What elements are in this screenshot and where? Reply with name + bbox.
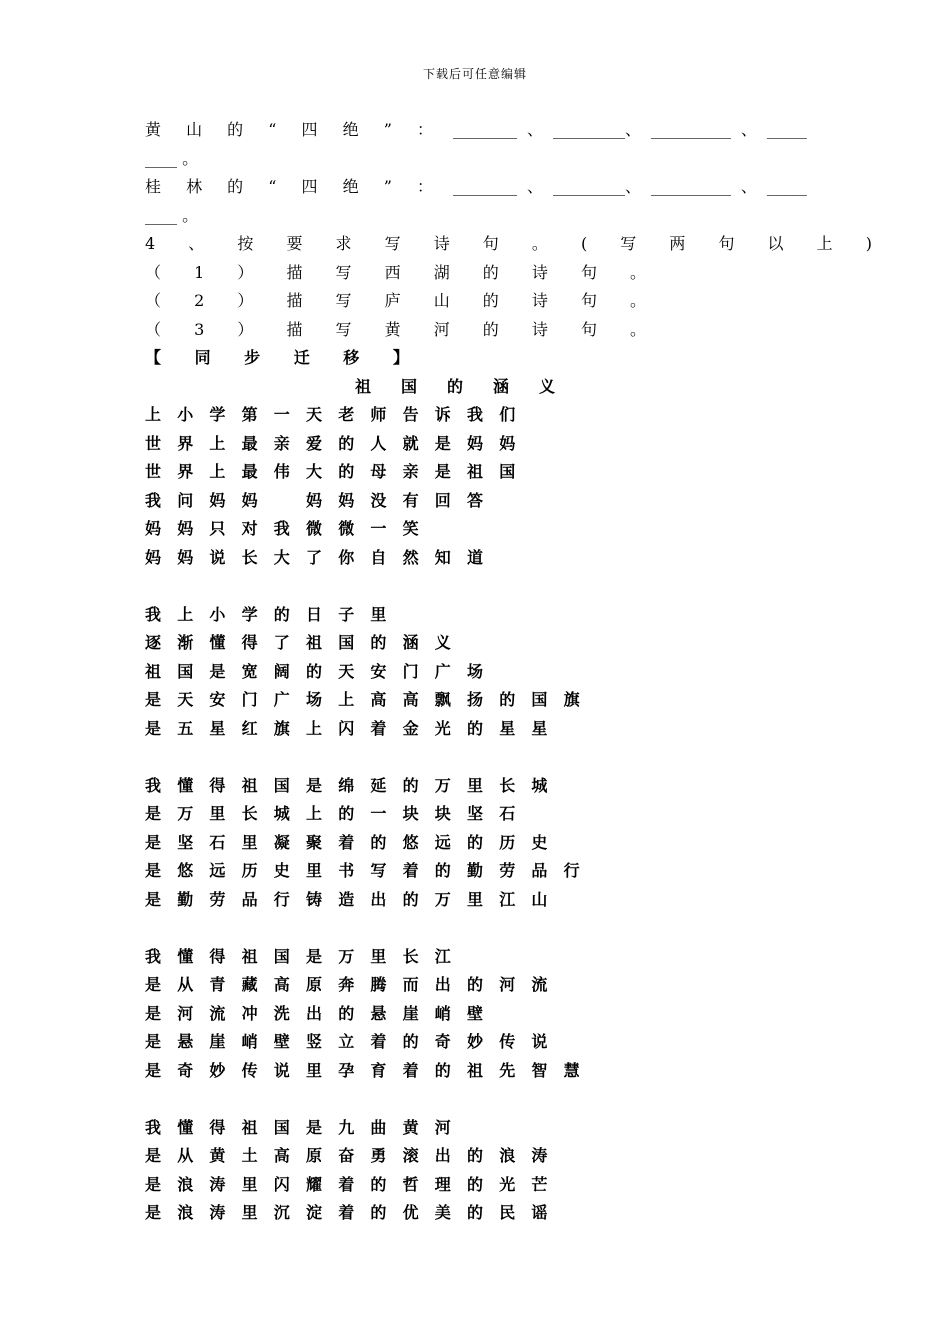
poem-line: 妈妈说长大了你自然知道: [145, 547, 500, 567]
separator: 、: [740, 120, 757, 139]
poem-line: 是天安门广场上高高飘扬的国旗: [145, 690, 596, 709]
guilin-continuation: ____ 。: [145, 205, 199, 225]
blank-1: ________: [452, 120, 517, 139]
poem-stanza-3: [145, 772, 810, 915]
poem-line: 是奇妙传说里孕育着的祖先智慧: [145, 1060, 596, 1080]
poem-stanza-1: [145, 401, 810, 572]
poem-line: 我懂得祖国是绵延的万里长城: [145, 775, 564, 795]
poem-line: 我懂得祖国是九曲黄河: [145, 1117, 468, 1137]
poem-stanza-5: [145, 1114, 810, 1228]
separator: 、: [526, 120, 543, 139]
poem-line: 是五星红旗上闪着金光的星星: [145, 718, 564, 738]
document-body: [145, 116, 886, 1228]
poem-line: 是坚石里凝聚着的悠远的历史: [145, 832, 564, 852]
blank-2: _________、: [552, 177, 641, 196]
poem-line: 妈妈只对我微微一笑: [145, 519, 435, 538]
guilin-prefix: 桂 林 的 “ 四 绝 ” ：: [145, 177, 443, 196]
poem-line: 是悠远历史里书写着的勤劳品行: [145, 861, 596, 880]
poem-line: 世界上最亲爱的人就是妈妈: [145, 433, 532, 453]
poem-line: 我上小学的日子里: [145, 604, 403, 624]
poem-line: 是万里长城上的一块块坚石: [145, 804, 532, 823]
poem-line: 祖国是宽阔的天安门广场: [145, 661, 500, 681]
question-4: 4 、 按 要 求 写 诗 句 。 ( 写 两 句 以 上 ): [145, 234, 886, 253]
blank-3: __________: [650, 177, 731, 196]
huangshan-question: [145, 116, 807, 145]
stanza-gap: [145, 914, 810, 943]
poem-line: 是河流冲洗出的悬崖峭壁: [145, 1003, 500, 1023]
question-4-item-3: （ 3 ） 描 写 黄 河 的 诗 句 。: [145, 319, 661, 339]
huangshan-prefix: 黄 山 的 “ 四 绝 ” ：: [145, 120, 443, 139]
blank-3: __________: [650, 120, 731, 139]
section-heading: 【 同 步 迁 移 】: [145, 348, 423, 367]
blank-2: _________、: [552, 120, 641, 139]
huangshan-continuation: ____ 。: [145, 148, 199, 168]
poem-line: 世界上最伟大的母亲是祖国: [145, 462, 532, 481]
stanza-gap: [145, 572, 810, 601]
separator: 、: [740, 177, 757, 196]
poem-line: 逐渐懂得了祖国的涵义: [145, 633, 468, 652]
poem-line: 是勤劳品行铸造出的万里江山: [145, 889, 564, 909]
question-4-item-2: （ 2 ） 描 写 庐 山 的 诗 句 。: [145, 291, 661, 310]
blank-4: _____: [766, 177, 807, 196]
poem-line: 上小学第一天老师告诉我们: [145, 405, 532, 424]
poem-stanza-2: [145, 601, 810, 744]
poem-line: 我问妈妈 妈妈没有回答: [145, 490, 500, 510]
blank-4: _____: [766, 120, 807, 139]
poem-line: 我懂得祖国是万里长江: [145, 946, 468, 966]
poem-line: 是浪涛里闪耀着的哲理的光芒: [145, 1174, 564, 1194]
blank-1: ________: [452, 177, 517, 196]
poem-title: 祖国的涵义: [355, 376, 586, 396]
poem-stanza-4: [145, 943, 810, 1086]
page-header: 下载后可任意编辑: [422, 67, 527, 81]
stanza-gap: [145, 743, 810, 772]
poem-line: 是从黄土高原奋勇滚出的浪涛: [145, 1146, 564, 1165]
stanza-gap: [145, 1085, 810, 1114]
question-4-item-1: （ 1 ） 描 写 西 湖 的 诗 句 。: [145, 262, 661, 282]
guilin-question: [145, 173, 807, 202]
poem-line: 是悬崖峭壁竖立着的奇妙传说: [145, 1032, 564, 1051]
poem-line: 是从青藏高原奔腾而出的河流: [145, 975, 564, 994]
poem-line: 是浪涛里沉淀着的优美的民谣: [145, 1203, 564, 1222]
separator: 、: [526, 177, 543, 196]
